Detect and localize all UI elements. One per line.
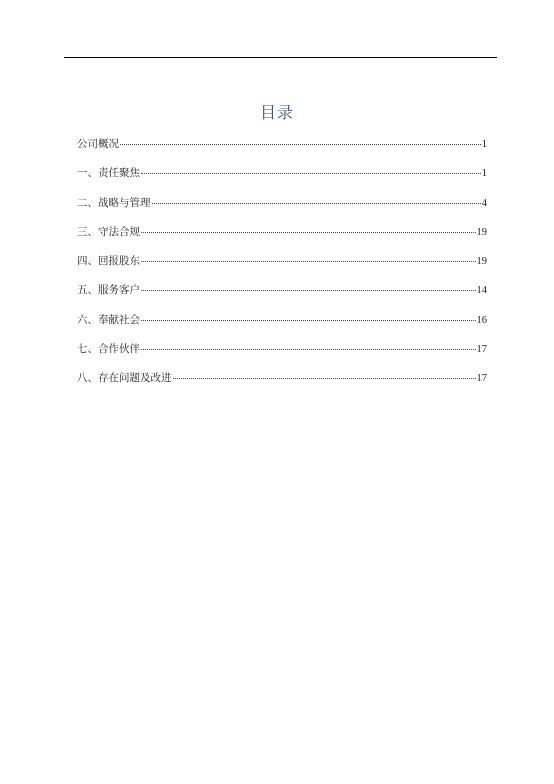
toc-entry-label: 三、守法合规: [77, 225, 140, 238]
toc-dot-leader: [173, 378, 476, 379]
toc-entry-page: 4: [481, 197, 487, 209]
toc-entry-label: 七、合作伙伴: [77, 343, 140, 356]
toc-dot-leader: [141, 232, 476, 233]
toc-entry-page: 16: [476, 314, 487, 326]
toc-entry-page: 17: [476, 373, 487, 385]
toc-dot-leader: [141, 349, 476, 350]
toc-entry-label: 四、回报股东: [77, 255, 140, 268]
toc-entry-page: 17: [476, 344, 487, 356]
toc-entry-page: 19: [476, 256, 487, 268]
toc-entry-page: 1: [481, 168, 487, 180]
toc-entry[interactable]: [77, 166, 487, 195]
toc-entry[interactable]: [77, 283, 487, 312]
toc-entry-label: 一、责任聚焦: [77, 167, 140, 180]
toc-entry-label: 八、存在问题及改进: [77, 372, 172, 385]
toc-entry-label: 六、奉献社会: [77, 313, 140, 326]
toc-dot-leader: [141, 290, 476, 291]
toc-entry[interactable]: [77, 371, 487, 400]
toc-dot-leader: [120, 144, 481, 145]
toc-entry[interactable]: [77, 313, 487, 342]
toc-entry[interactable]: [77, 254, 487, 283]
toc-entry-page: 14: [476, 285, 487, 297]
toc-entry-page: 19: [476, 226, 487, 238]
toc-dot-leader: [141, 320, 476, 321]
toc-dot-leader: [152, 203, 481, 204]
toc-entry-page: 1: [481, 139, 487, 150]
toc-entry-label: 五、服务客户: [77, 284, 140, 297]
toc-entry[interactable]: [77, 225, 487, 254]
toc-entry-label: 公司概况: [77, 138, 119, 150]
toc-dot-leader: [141, 173, 481, 174]
toc-entry-label: 二、战略与管理: [77, 196, 151, 209]
page-title: 目录: [259, 103, 294, 122]
table-of-contents: [77, 137, 487, 401]
header-rule: [64, 57, 497, 58]
toc-entry[interactable]: [77, 196, 487, 225]
toc-entry[interactable]: [77, 342, 487, 371]
toc-dot-leader: [141, 261, 476, 262]
toc-entry[interactable]: [77, 137, 487, 166]
